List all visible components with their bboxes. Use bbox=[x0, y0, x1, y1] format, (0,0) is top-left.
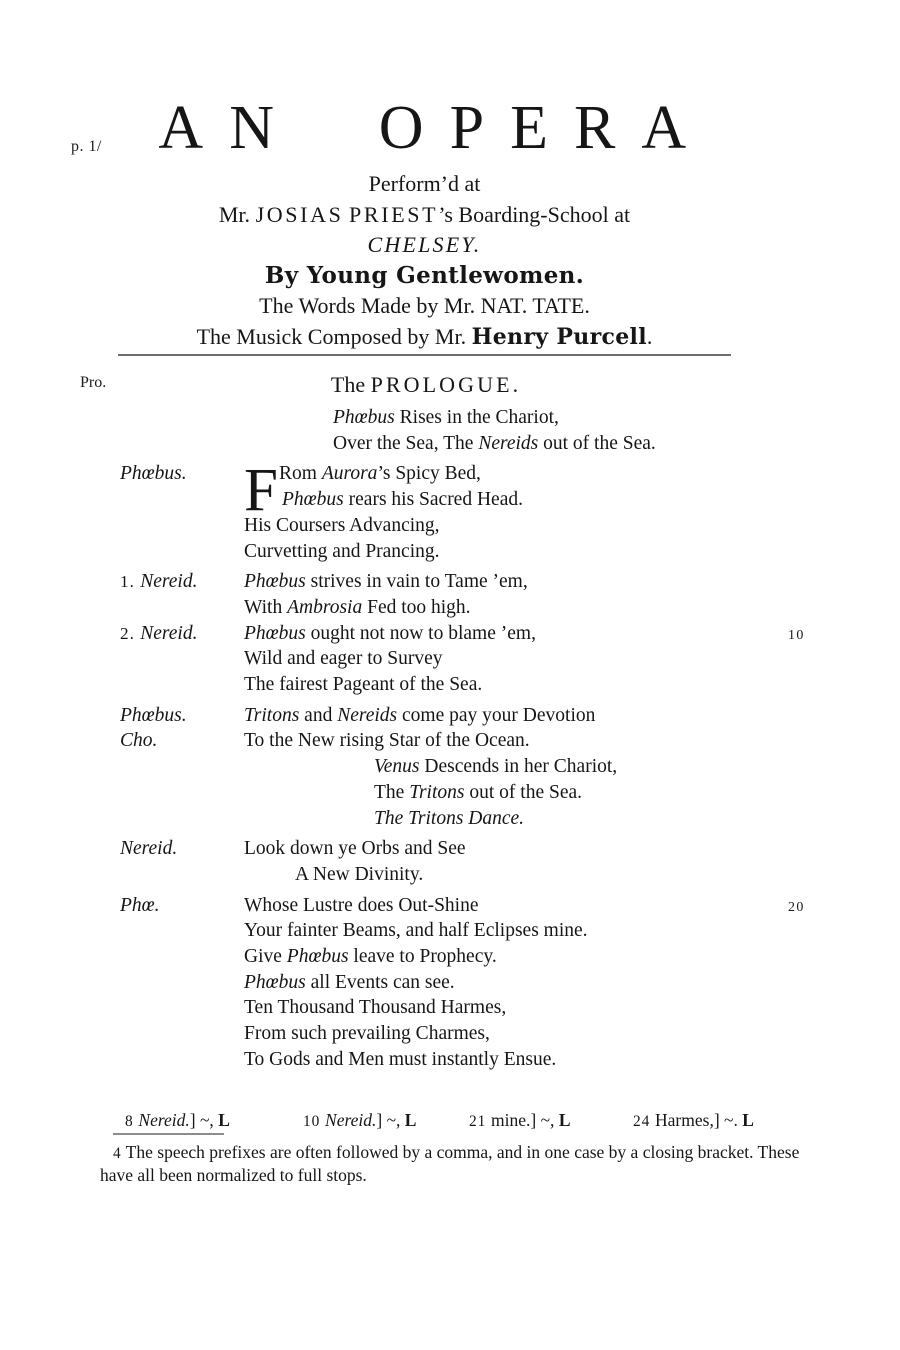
text-run: L bbox=[742, 1110, 754, 1130]
page-number-note: p. 1/ bbox=[71, 138, 102, 155]
text-run: CHELSEY. bbox=[367, 232, 482, 257]
prologue-heading bbox=[118, 371, 731, 398]
verse-line bbox=[0, 569, 880, 595]
text-run: 4 bbox=[113, 1145, 122, 1162]
text-run: leave to Prophecy. bbox=[348, 946, 497, 968]
text-run: strives in vain to Tame ’em, bbox=[305, 571, 528, 593]
text-run: ] ~, bbox=[189, 1110, 219, 1130]
text-run: To the New rising Star of the Ocean. bbox=[244, 730, 530, 752]
place-line bbox=[118, 230, 731, 261]
text-run: 10 bbox=[303, 1113, 326, 1130]
text-run: Nereid. bbox=[138, 1110, 190, 1130]
text-run: Your fainter Beams, and half Eclipses mine. bbox=[244, 920, 588, 942]
text-run: Mr. bbox=[218, 201, 256, 227]
text-run: L bbox=[558, 1110, 571, 1130]
text-run: Nereid. bbox=[140, 571, 198, 593]
verse-line bbox=[0, 1021, 880, 1047]
drop-cap: F bbox=[244, 457, 278, 525]
text-run: The Words Made by Mr. NAT. TATE. bbox=[259, 293, 590, 318]
verse-line bbox=[0, 836, 880, 862]
text-run: The bbox=[330, 372, 371, 397]
stage-direction-line bbox=[0, 405, 880, 431]
text-run: To Gods and Men must instantly Ensue. bbox=[244, 1048, 557, 1070]
performed-at-line bbox=[118, 169, 731, 200]
verse-line bbox=[0, 672, 880, 698]
verse-line bbox=[0, 595, 880, 621]
prologue-section bbox=[0, 371, 900, 1073]
text-run: Nereids bbox=[478, 432, 539, 454]
apparatus-footnote-rule bbox=[113, 1133, 224, 1135]
text-run: Phœbus bbox=[244, 571, 306, 593]
line-number: 10 bbox=[788, 627, 805, 643]
text-run: The speech prefixes are often followed by a comma, and in one case by a closing bracket. These have all been normalized to full stops. bbox=[100, 1142, 800, 1185]
title-divider-rule bbox=[118, 354, 731, 356]
verse-line bbox=[0, 1047, 880, 1073]
speech-prefix bbox=[120, 569, 197, 595]
speech-phoebus-1 bbox=[0, 457, 900, 564]
text-run: The fairest Pageant of the Sea. bbox=[244, 674, 483, 696]
speech-prefix bbox=[120, 461, 187, 487]
text-run: Curvetting and Prancing. bbox=[244, 540, 440, 562]
verse-line bbox=[0, 944, 880, 970]
text-run: Rises in the Chariot, bbox=[394, 407, 559, 428]
text-run: Rom bbox=[279, 463, 322, 485]
text-run: L bbox=[218, 1110, 230, 1130]
text-run: all Events can see. bbox=[305, 971, 455, 993]
librettist-line bbox=[118, 291, 731, 322]
text-run: Over the Sea, The bbox=[333, 432, 479, 454]
speech-prefix bbox=[120, 703, 187, 729]
text-run: PRIEST bbox=[349, 201, 439, 227]
text-run: Tritons bbox=[244, 704, 300, 726]
text-run: ’s Spicy Bed, bbox=[377, 463, 481, 485]
text-run: Whose Lustre does Out-Shine bbox=[244, 894, 479, 916]
section-margin-note: Pro. bbox=[80, 374, 107, 391]
verse-line bbox=[0, 646, 880, 672]
verse-line bbox=[0, 918, 880, 944]
text-run: ] ~, bbox=[376, 1110, 405, 1130]
text-run: rears his Sacred Head. bbox=[343, 489, 523, 511]
text-run: Give bbox=[244, 946, 287, 968]
verse-line bbox=[0, 893, 880, 919]
speech-prefix bbox=[120, 728, 157, 754]
text-run: Phœbus. bbox=[120, 704, 187, 726]
performers-line bbox=[118, 261, 731, 292]
text-run: Phœbus bbox=[333, 407, 395, 428]
text-run: Henry Purcell bbox=[471, 323, 647, 350]
text-run: Fed too high. bbox=[362, 596, 471, 618]
text-run: Look down ye Orbs and See bbox=[244, 838, 466, 860]
text-run: The bbox=[374, 781, 410, 803]
text-run: Descends in her Chariot, bbox=[419, 756, 618, 778]
text-run: Tritons bbox=[409, 781, 465, 803]
opera-title: AN OPERA bbox=[158, 94, 713, 162]
text-run: 8 bbox=[125, 1113, 139, 1130]
verse-line bbox=[0, 487, 880, 513]
text-run: L bbox=[404, 1110, 417, 1130]
stage-direction-line bbox=[0, 754, 880, 780]
text-run: Nereid. bbox=[325, 1110, 377, 1130]
apparatus-entry bbox=[469, 1110, 571, 1131]
text-run: 1. bbox=[120, 572, 141, 592]
verse-line bbox=[0, 621, 880, 647]
text-run: Nereid. bbox=[120, 838, 178, 860]
speech-prefix bbox=[120, 836, 177, 862]
text-run: Venus bbox=[374, 756, 420, 778]
text-run: JOSIAS bbox=[255, 201, 344, 227]
apparatus-entry bbox=[125, 1110, 230, 1131]
text-run: Harmes,] ~. bbox=[655, 1110, 743, 1130]
text-run: and bbox=[299, 704, 338, 726]
verse-line bbox=[0, 539, 880, 565]
text-run: Aurora bbox=[321, 463, 378, 485]
verse-line bbox=[0, 513, 880, 539]
text-run: . bbox=[646, 323, 653, 349]
venue-line bbox=[118, 200, 731, 231]
text-run: Phœbus bbox=[244, 622, 306, 644]
title-block bbox=[118, 96, 731, 352]
verse-line bbox=[0, 995, 880, 1021]
text-run: Phœbus bbox=[282, 489, 344, 511]
text-run: out of the Sea. bbox=[464, 781, 583, 803]
verse-line bbox=[0, 970, 880, 996]
text-run: Phœ. bbox=[120, 894, 160, 916]
stage-direction-line bbox=[0, 431, 880, 457]
verse-line bbox=[0, 703, 880, 729]
text-run: With bbox=[244, 596, 288, 618]
stage-direction-line bbox=[0, 806, 880, 832]
text-run: The Tritons Dance. bbox=[374, 807, 525, 829]
text-run: ’s Boarding-School at bbox=[438, 201, 631, 227]
text-run: Wild and eager to Survey bbox=[244, 648, 443, 670]
text-run: out of the Sea. bbox=[538, 432, 656, 454]
title-subtitle-lines bbox=[118, 169, 731, 352]
prologue-body bbox=[0, 405, 900, 1073]
commentary-footnote bbox=[100, 1142, 814, 1187]
line-number: 20 bbox=[788, 899, 805, 915]
text-run: ought not now to blame ’em, bbox=[305, 622, 536, 644]
speech-prefix bbox=[120, 893, 160, 919]
verse-line bbox=[0, 728, 880, 754]
text-run: Ambrosia bbox=[287, 596, 363, 618]
verse-line bbox=[0, 862, 880, 888]
text-run: 2. bbox=[120, 623, 141, 643]
opening-stage-direction bbox=[0, 405, 900, 456]
text-run: . bbox=[512, 372, 519, 397]
verse-line bbox=[0, 461, 880, 487]
speech-nereid-2 bbox=[0, 836, 900, 887]
speech-prefix bbox=[120, 621, 197, 647]
text-run: Perform’d at bbox=[368, 171, 481, 196]
text-run: mine.] ~, bbox=[491, 1110, 559, 1130]
apparatus-entry bbox=[303, 1110, 416, 1131]
text-run: From such prevailing Charmes, bbox=[244, 1023, 490, 1045]
apparatus-entry bbox=[633, 1110, 754, 1131]
text-run: Phœbus bbox=[286, 946, 349, 968]
text-run: come pay your Devotion bbox=[397, 704, 596, 726]
text-run: Phœbus. bbox=[120, 463, 187, 485]
speech-phoebus-2 bbox=[0, 893, 900, 1073]
composer-line bbox=[118, 322, 731, 353]
speech-nereids bbox=[0, 569, 900, 698]
text-run: Cho. bbox=[120, 730, 158, 752]
text-run: Nereid. bbox=[140, 622, 198, 644]
text-run: Phœbus bbox=[244, 971, 306, 993]
stage-direction-line bbox=[0, 780, 880, 806]
text-run: The Musick Composed by Mr. bbox=[196, 323, 472, 349]
text-run: 21 bbox=[469, 1113, 492, 1130]
text-run: By Young Gentlewomen. bbox=[264, 261, 585, 289]
text-run: His Coursers Advancing, bbox=[244, 514, 440, 536]
text-run: Nereids bbox=[337, 704, 398, 726]
textual-apparatus bbox=[0, 1110, 900, 1134]
text-run: A New Divinity. bbox=[295, 863, 424, 885]
text-run: 24 bbox=[633, 1113, 656, 1130]
text-run: PROLOGUE bbox=[370, 372, 513, 397]
text-run: Ten Thousand Thousand Harmes, bbox=[244, 997, 507, 1019]
speech-phoebus-chorus bbox=[0, 703, 900, 832]
